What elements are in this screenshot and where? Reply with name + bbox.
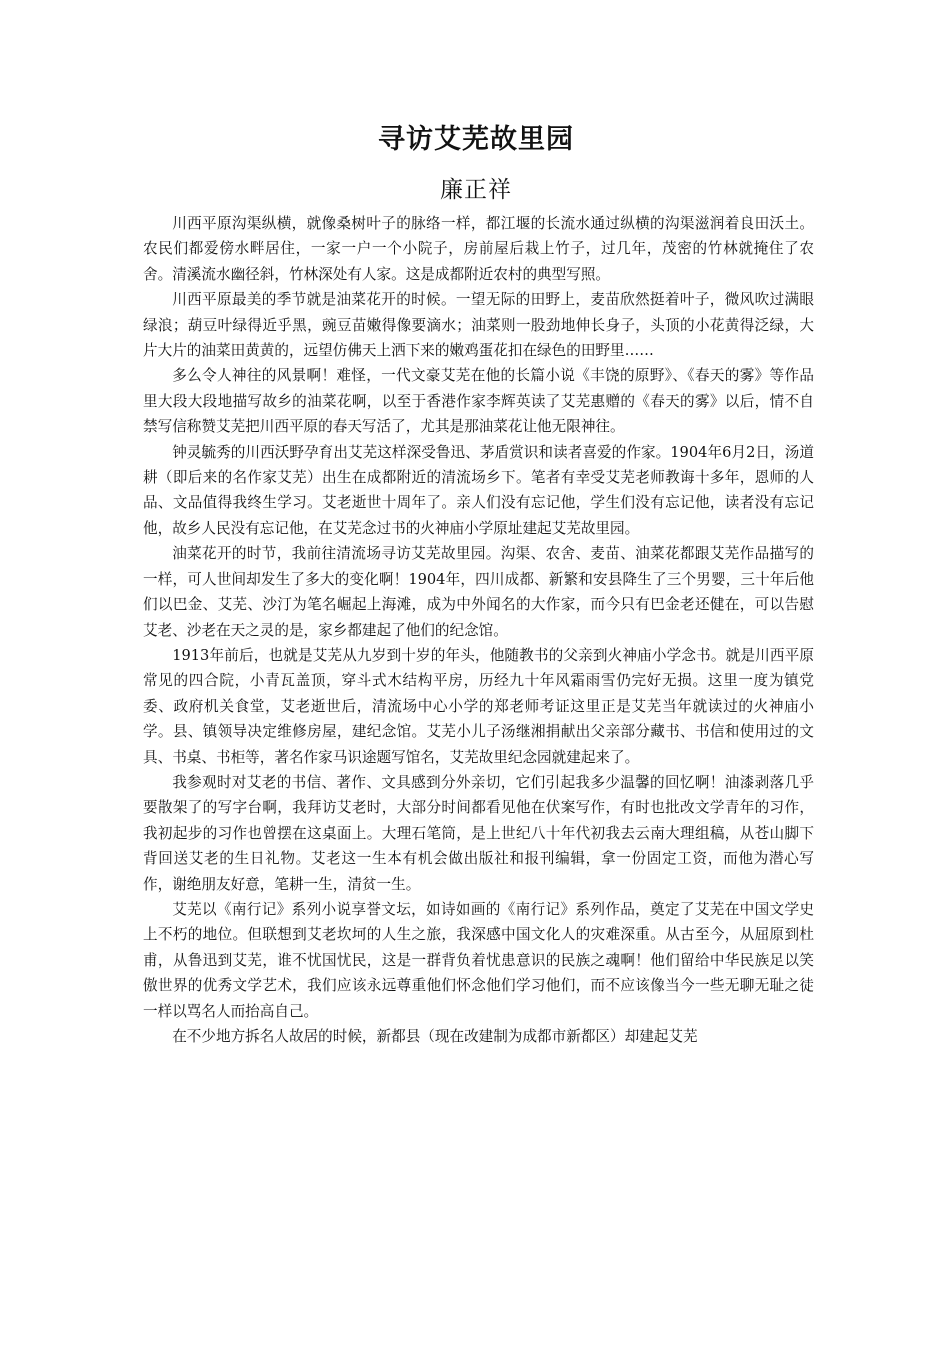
paragraph: 1913年前后，也就是艾芜从九岁到十岁的年头，他随教书的父亲到火神庙小学念书。就是川西平原常见的四合院，小青瓦盖顶，穿斗式木结构平房，历经九十年风霜雨雪仍完好无损。这里一度为镇党委、政府机关食堂，艾老逝世后，清流场中心小学的郑老师考证这里正是艾芜当年就读过的火神庙小学。县、镇领导决定维修房屋，建纪念馆。艾芜小儿子汤继湘捐献出父亲部分藏书、书信和使用过的文具、书桌、书柜等，著名作家马识途题写馆名，艾芜故里纪念园就建起来了。 (143, 646, 814, 766)
paragraph: 在不少地方拆名人故居的时候，新都县（现在改建制为成都市新都区）却建起艾芜 (172, 1028, 698, 1045)
paragraph: 钟灵毓秀的川西沃野孕育出艾芜这样深受鲁迅、茅盾赏识和读者喜爱的作家。1904年6月2日，汤道耕（即后来的名作家艾芜）出生在成都附近的清流场乡下。笔者有幸受艾芜老师教诲十多年，恩师的人品、文品值得我终生学习。艾老逝世十周年了。亲人们没有忘记他，学生们没有忘记他，读者没有忘记他，故乡人民没有忘记他，在艾芜念过书的火神庙小学原址建起艾芜故里园。 (143, 443, 814, 537)
paragraph: 艾芜以《南行记》系列小说享誉文坛，如诗如画的《南行记》系列作品，奠定了艾芜在中国文学史上不朽的地位。但联想到艾老坎坷的人生之旅，我深感中国文化人的灾难深重。从古至今，从屈原到杜甫，从鲁迅到艾芜，谁不忧国忧民，这是一群背负着忧患意识的民族之魂啊！他们留给中华民族足以笑傲世界的优秀文学艺术，我们应该永远尊重他们怀念他们学习他们，而不应该像当今一些无聊无耻之徒一样以骂名人而抬高自己。 (143, 900, 814, 1020)
paragraph: 我参观时对艾老的书信、著作、文具感到分外亲切，它们引起我多少温馨的回忆啊！油漆剥落几乎要散架了的写字台啊，我拜访艾老时，大部分时间都看见他在伏案写作，有时也批改文学青年的习作，我初起步的习作也曾摆在这桌面上。大理石笔筒，是上世纪八十年代初我去云南大理组稿，从苍山脚下背回送艾老的生日礼物。艾老这一生本有机会做出版社和报刊编辑，拿一份固定工资，而他为潜心写作，谢绝朋友好意，笔耕一生，清贫一生。 (143, 773, 814, 893)
paragraph: 多么令人神往的风景啊！难怪，一代文豪艾芜在他的长篇小说《丰饶的原野》、《春天的雾》等作品里大段大段地描写故乡的油菜花啊，以至于香港作家李辉英读了艾芜惠赠的《春天的雾》以后，情不自禁写信称赞艾芜把川西平原的春天写活了，尤其是那油菜花让他无限神往。 (143, 367, 814, 436)
article-title: 寻访艾芜故里园 (378, 124, 574, 155)
paragraph: 油菜花开的时节，我前往清流场寻访艾芜故里园。沟渠、农舍、麦苗、油菜花都跟艾芜作品描写的一样，可人世间却发生了多大的变化啊！1904年，四川成都、新繁和安县降生了三个男婴，三十年后他们以巴金、艾芜、沙汀为笔名崛起上海滩，成为中外闻名的大作家，而今只有巴金老还健在，可以告慰艾老、沙老在天之灵的是，家乡都建起了他们的纪念馆。 (143, 545, 814, 639)
article-author: 廉正祥 (440, 177, 512, 203)
article-body (143, 211, 814, 1049)
paragraph: 川西平原最美的季节就是油菜花开的时候。一望无际的田野上，麦苗欣然挺着叶子，微风吹过满眼绿浪；葫豆叶绿得近乎黑，豌豆苗嫩得像要滴水；油菜则一股劲地伸长身子，头顶的小花黄得泛绿，大片大片的油菜田黄黄的，远望仿佛天上洒下来的嫩鸡蛋花扣在绿色的田野里…… (143, 291, 814, 360)
paragraph: 川西平原沟渠纵横，就像桑树叶子的脉络一样，都江堰的长流水通过纵横的沟渠滋润着良田沃土。农民们都爱傍水畔居住，一家一户一个小院子，房前屋后栽上竹子，过几年，茂密的竹林就掩住了农舍。清溪流水幽径斜，竹林深处有人家。这是成都附近农村的典型写照。 (143, 215, 814, 283)
